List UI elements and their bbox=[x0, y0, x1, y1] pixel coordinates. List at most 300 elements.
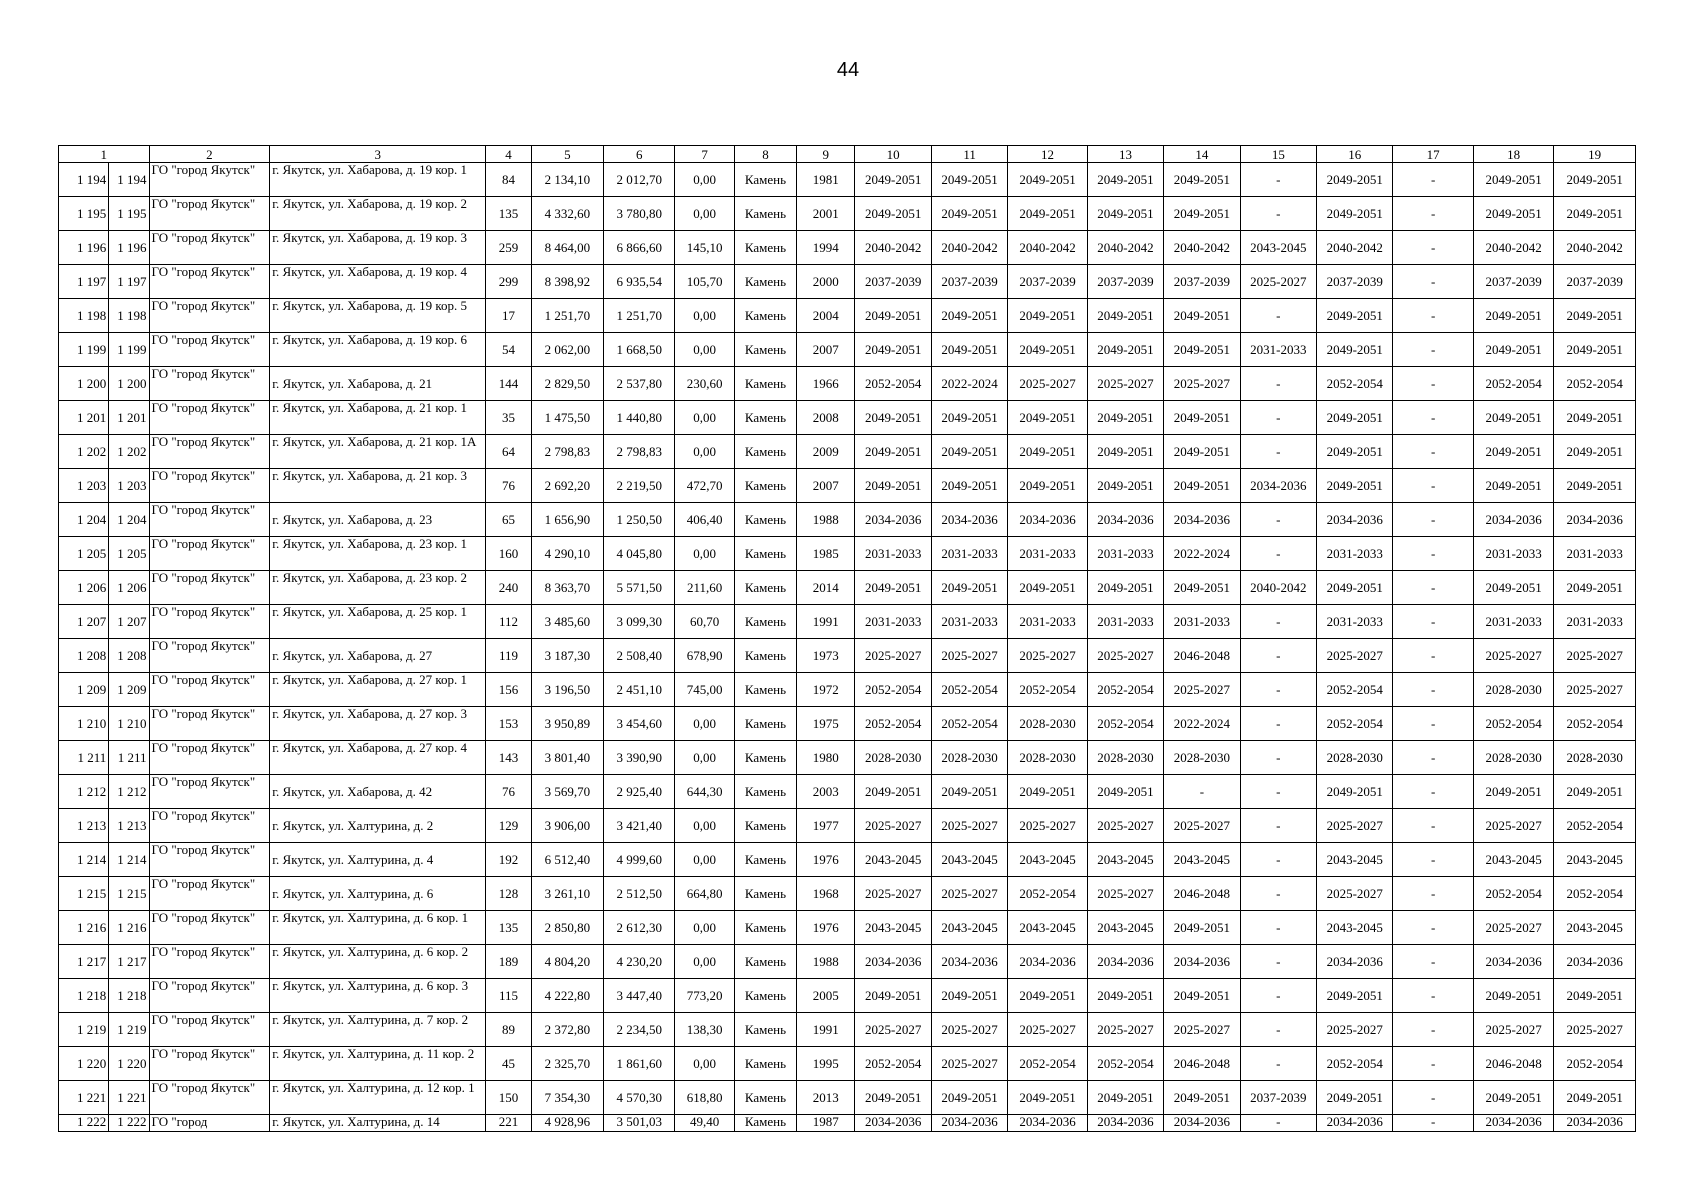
address-cell: г. Якутск, ул. Халтурина, д. 2 bbox=[270, 809, 486, 843]
table-row bbox=[59, 979, 1636, 1013]
total-area-cell: 4 290,10 bbox=[531, 537, 603, 571]
period-col-14-cell: 2025-2027 bbox=[1164, 1013, 1240, 1047]
apartments-cell: 65 bbox=[486, 503, 531, 537]
wall-material-cell: Камень bbox=[734, 1115, 796, 1132]
period-col-12-cell: 2049-2051 bbox=[1008, 775, 1087, 809]
living-area-cell: 4 045,80 bbox=[604, 537, 675, 571]
period-col-17-cell: - bbox=[1393, 367, 1473, 401]
period-col-13-cell: 2031-2033 bbox=[1087, 605, 1163, 639]
period-col-19-cell: 2043-2045 bbox=[1554, 911, 1636, 945]
period-col-19-cell: 2049-2051 bbox=[1554, 1081, 1636, 1115]
period-col-10-cell: 2043-2045 bbox=[855, 843, 931, 877]
address-cell: г. Якутск, ул. Хабарова, д. 27 кор. 1 bbox=[270, 673, 486, 707]
period-col-17-cell: - bbox=[1393, 503, 1473, 537]
table-row bbox=[59, 843, 1636, 877]
column-header: 9 bbox=[797, 146, 855, 163]
address-cell: г. Якутск, ул. Хабарова, д. 21 bbox=[270, 367, 486, 401]
row-index-cell: 1 212 bbox=[59, 775, 109, 809]
apartments-cell: 259 bbox=[486, 231, 531, 265]
period-col-15-cell: - bbox=[1240, 809, 1316, 843]
nonresidential-area-cell: 664,80 bbox=[675, 877, 734, 911]
period-col-12-cell: 2037-2039 bbox=[1008, 265, 1087, 299]
row-number-cell: 1 220 bbox=[109, 1047, 149, 1081]
period-col-11-cell: 2025-2027 bbox=[931, 809, 1007, 843]
row-number-cell: 1 198 bbox=[109, 299, 149, 333]
period-col-19-cell: 2049-2051 bbox=[1554, 979, 1636, 1013]
period-col-19-cell: 2043-2045 bbox=[1554, 843, 1636, 877]
row-index-cell: 1 199 bbox=[59, 333, 109, 367]
register-table bbox=[58, 145, 1636, 1132]
column-header: 6 bbox=[604, 146, 675, 163]
wall-material-cell: Камень bbox=[734, 435, 796, 469]
apartments-cell: 299 bbox=[486, 265, 531, 299]
row-index-cell: 1 203 bbox=[59, 469, 109, 503]
period-col-15-cell: - bbox=[1240, 639, 1316, 673]
apartments-cell: 189 bbox=[486, 945, 531, 979]
period-col-19-cell: 2052-2054 bbox=[1554, 809, 1636, 843]
nonresidential-area-cell: 0,00 bbox=[675, 911, 734, 945]
total-area-cell: 2 134,10 bbox=[531, 163, 603, 197]
row-index-cell: 1 213 bbox=[59, 809, 109, 843]
period-col-10-cell: 2028-2030 bbox=[855, 741, 931, 775]
apartments-cell: 54 bbox=[486, 333, 531, 367]
table-row bbox=[59, 809, 1636, 843]
table-row bbox=[59, 367, 1636, 401]
period-col-12-cell: 2049-2051 bbox=[1008, 333, 1087, 367]
period-col-12-cell: 2052-2054 bbox=[1008, 673, 1087, 707]
total-area-cell: 3 196,50 bbox=[531, 673, 603, 707]
nonresidential-area-cell: 105,70 bbox=[675, 265, 734, 299]
table-row bbox=[59, 401, 1636, 435]
period-col-13-cell: 2034-2036 bbox=[1087, 945, 1163, 979]
municipality-cell: ГО "город Якутск" bbox=[149, 877, 270, 911]
total-area-cell: 8 398,92 bbox=[531, 265, 603, 299]
period-col-10-cell: 2049-2051 bbox=[855, 979, 931, 1013]
period-col-11-cell: 2031-2033 bbox=[931, 537, 1007, 571]
row-number-cell: 1 204 bbox=[109, 503, 149, 537]
municipality-cell: ГО "город Якутск" bbox=[149, 299, 270, 333]
build-year-cell: 1973 bbox=[797, 639, 855, 673]
period-col-11-cell: 2049-2051 bbox=[931, 979, 1007, 1013]
period-col-17-cell: - bbox=[1393, 775, 1473, 809]
column-header: 11 bbox=[931, 146, 1007, 163]
period-col-15-cell: - bbox=[1240, 843, 1316, 877]
period-col-19-cell: 2052-2054 bbox=[1554, 877, 1636, 911]
period-col-14-cell: 2049-2051 bbox=[1164, 979, 1240, 1013]
period-col-18-cell: 2034-2036 bbox=[1473, 503, 1553, 537]
build-year-cell: 1994 bbox=[797, 231, 855, 265]
period-col-11-cell: 2049-2051 bbox=[931, 571, 1007, 605]
period-col-16-cell: 2031-2033 bbox=[1317, 605, 1393, 639]
period-col-12-cell: 2034-2036 bbox=[1008, 945, 1087, 979]
period-col-18-cell: 2052-2054 bbox=[1473, 367, 1553, 401]
period-col-10-cell: 2031-2033 bbox=[855, 605, 931, 639]
nonresidential-area-cell: 618,80 bbox=[675, 1081, 734, 1115]
period-col-15-cell: - bbox=[1240, 197, 1316, 231]
living-area-cell: 2 508,40 bbox=[604, 639, 675, 673]
table-row bbox=[59, 503, 1636, 537]
period-col-18-cell: 2052-2054 bbox=[1473, 877, 1553, 911]
municipality-cell: ГО "город Якутск" bbox=[149, 1081, 270, 1115]
period-col-16-cell: 2025-2027 bbox=[1317, 877, 1393, 911]
period-col-16-cell: 2040-2042 bbox=[1317, 231, 1393, 265]
period-col-15-cell: 2040-2042 bbox=[1240, 571, 1316, 605]
nonresidential-area-cell: 0,00 bbox=[675, 537, 734, 571]
address-cell: г. Якутск, ул. Хабарова, д. 42 bbox=[270, 775, 486, 809]
period-col-18-cell: 2049-2051 bbox=[1473, 1081, 1553, 1115]
period-col-18-cell: 2025-2027 bbox=[1473, 911, 1553, 945]
row-number-cell: 1 197 bbox=[109, 265, 149, 299]
period-col-12-cell: 2049-2051 bbox=[1008, 1081, 1087, 1115]
living-area-cell: 4 999,60 bbox=[604, 843, 675, 877]
period-col-10-cell: 2049-2051 bbox=[855, 299, 931, 333]
wall-material-cell: Камень bbox=[734, 401, 796, 435]
address-cell: г. Якутск, ул. Хабарова, д. 27 кор. 4 bbox=[270, 741, 486, 775]
table-row bbox=[59, 571, 1636, 605]
period-col-12-cell: 2049-2051 bbox=[1008, 571, 1087, 605]
table-row bbox=[59, 469, 1636, 503]
apartments-cell: 35 bbox=[486, 401, 531, 435]
municipality-cell: ГО "город Якутск" bbox=[149, 197, 270, 231]
municipality-cell: ГО "город Якутск" bbox=[149, 911, 270, 945]
municipality-cell: ГО "город Якутск" bbox=[149, 1047, 270, 1081]
period-col-16-cell: 2049-2051 bbox=[1317, 979, 1393, 1013]
period-col-19-cell: 2052-2054 bbox=[1554, 1047, 1636, 1081]
period-col-19-cell: 2028-2030 bbox=[1554, 741, 1636, 775]
row-number-cell: 1 211 bbox=[109, 741, 149, 775]
period-col-11-cell: 2043-2045 bbox=[931, 843, 1007, 877]
wall-material-cell: Камень bbox=[734, 1013, 796, 1047]
wall-material-cell: Камень bbox=[734, 605, 796, 639]
apartments-cell: 17 bbox=[486, 299, 531, 333]
row-number-cell: 1 203 bbox=[109, 469, 149, 503]
period-col-10-cell: 2040-2042 bbox=[855, 231, 931, 265]
period-col-10-cell: 2037-2039 bbox=[855, 265, 931, 299]
living-area-cell: 2 234,50 bbox=[604, 1013, 675, 1047]
period-col-14-cell: 2049-2051 bbox=[1164, 163, 1240, 197]
municipality-cell: ГО "город Якутск" bbox=[149, 605, 270, 639]
row-number-cell: 1 222 bbox=[109, 1115, 149, 1132]
municipality-cell: ГО "город Якутск" bbox=[149, 945, 270, 979]
build-year-cell: 2004 bbox=[797, 299, 855, 333]
period-col-16-cell: 2049-2051 bbox=[1317, 1081, 1393, 1115]
nonresidential-area-cell: 0,00 bbox=[675, 401, 734, 435]
period-col-13-cell: 2049-2051 bbox=[1087, 163, 1163, 197]
period-col-10-cell: 2025-2027 bbox=[855, 1013, 931, 1047]
living-area-cell: 6 935,54 bbox=[604, 265, 675, 299]
living-area-cell: 2 537,80 bbox=[604, 367, 675, 401]
period-col-14-cell: 2046-2048 bbox=[1164, 639, 1240, 673]
period-col-10-cell: 2025-2027 bbox=[855, 809, 931, 843]
living-area-cell: 3 099,30 bbox=[604, 605, 675, 639]
period-col-15-cell: 2043-2045 bbox=[1240, 231, 1316, 265]
period-col-11-cell: 2049-2051 bbox=[931, 401, 1007, 435]
period-col-18-cell: 2040-2042 bbox=[1473, 231, 1553, 265]
period-col-16-cell: 2037-2039 bbox=[1317, 265, 1393, 299]
build-year-cell: 2013 bbox=[797, 1081, 855, 1115]
period-col-13-cell: 2049-2051 bbox=[1087, 299, 1163, 333]
wall-material-cell: Камень bbox=[734, 809, 796, 843]
wall-material-cell: Камень bbox=[734, 775, 796, 809]
period-col-16-cell: 2049-2051 bbox=[1317, 333, 1393, 367]
build-year-cell: 2000 bbox=[797, 265, 855, 299]
period-col-12-cell: 2049-2051 bbox=[1008, 163, 1087, 197]
living-area-cell: 2 451,10 bbox=[604, 673, 675, 707]
period-col-13-cell: 2031-2033 bbox=[1087, 537, 1163, 571]
period-col-17-cell: - bbox=[1393, 299, 1473, 333]
living-area-cell: 2 798,83 bbox=[604, 435, 675, 469]
row-number-cell: 1 205 bbox=[109, 537, 149, 571]
living-area-cell: 5 571,50 bbox=[604, 571, 675, 605]
table-row bbox=[59, 605, 1636, 639]
total-area-cell: 1 251,70 bbox=[531, 299, 603, 333]
total-area-cell: 2 062,00 bbox=[531, 333, 603, 367]
period-col-13-cell: 2049-2051 bbox=[1087, 1081, 1163, 1115]
build-year-cell: 1968 bbox=[797, 877, 855, 911]
wall-material-cell: Камень bbox=[734, 197, 796, 231]
period-col-16-cell: 2049-2051 bbox=[1317, 435, 1393, 469]
address-cell: г. Якутск, ул. Хабарова, д. 21 кор. 1А bbox=[270, 435, 486, 469]
total-area-cell: 8 363,70 bbox=[531, 571, 603, 605]
period-col-15-cell: - bbox=[1240, 741, 1316, 775]
address-cell: г. Якутск, ул. Хабарова, д. 19 кор. 3 bbox=[270, 231, 486, 265]
nonresidential-area-cell: 0,00 bbox=[675, 163, 734, 197]
period-col-17-cell: - bbox=[1393, 265, 1473, 299]
period-col-15-cell: - bbox=[1240, 775, 1316, 809]
living-area-cell: 2 925,40 bbox=[604, 775, 675, 809]
municipality-cell: ГО "город Якутск" bbox=[149, 741, 270, 775]
period-col-19-cell: 2049-2051 bbox=[1554, 571, 1636, 605]
period-col-17-cell: - bbox=[1393, 163, 1473, 197]
municipality-cell: ГО "город Якутск" bbox=[149, 843, 270, 877]
period-col-18-cell: 2034-2036 bbox=[1473, 1115, 1553, 1132]
municipality-cell: ГО "город Якутск" bbox=[149, 231, 270, 265]
total-area-cell: 2 372,80 bbox=[531, 1013, 603, 1047]
total-area-cell: 8 464,00 bbox=[531, 231, 603, 265]
column-header: 18 bbox=[1473, 146, 1553, 163]
period-col-15-cell: - bbox=[1240, 673, 1316, 707]
period-col-17-cell: - bbox=[1393, 1013, 1473, 1047]
period-col-18-cell: 2049-2051 bbox=[1473, 197, 1553, 231]
row-number-cell: 1 206 bbox=[109, 571, 149, 605]
apartments-cell: 76 bbox=[486, 469, 531, 503]
nonresidential-area-cell: 773,20 bbox=[675, 979, 734, 1013]
build-year-cell: 2007 bbox=[797, 333, 855, 367]
municipality-cell: ГО "город Якутск" bbox=[149, 537, 270, 571]
row-number-cell: 1 199 bbox=[109, 333, 149, 367]
nonresidential-area-cell: 745,00 bbox=[675, 673, 734, 707]
column-header: 7 bbox=[675, 146, 734, 163]
period-col-13-cell: 2049-2051 bbox=[1087, 571, 1163, 605]
period-col-16-cell: 2034-2036 bbox=[1317, 1115, 1393, 1132]
nonresidential-area-cell: 644,30 bbox=[675, 775, 734, 809]
period-col-18-cell: 2025-2027 bbox=[1473, 639, 1553, 673]
wall-material-cell: Камень bbox=[734, 673, 796, 707]
nonresidential-area-cell: 472,70 bbox=[675, 469, 734, 503]
period-col-13-cell: 2043-2045 bbox=[1087, 911, 1163, 945]
period-col-15-cell: - bbox=[1240, 1047, 1316, 1081]
row-index-cell: 1 210 bbox=[59, 707, 109, 741]
total-area-cell: 3 801,40 bbox=[531, 741, 603, 775]
period-col-19-cell: 2031-2033 bbox=[1554, 537, 1636, 571]
period-col-15-cell: - bbox=[1240, 1013, 1316, 1047]
period-col-12-cell: 2043-2045 bbox=[1008, 843, 1087, 877]
period-col-15-cell: 2034-2036 bbox=[1240, 469, 1316, 503]
build-year-cell: 1981 bbox=[797, 163, 855, 197]
living-area-cell: 2 512,50 bbox=[604, 877, 675, 911]
period-col-13-cell: 2025-2027 bbox=[1087, 367, 1163, 401]
period-col-10-cell: 2049-2051 bbox=[855, 435, 931, 469]
period-col-11-cell: 2049-2051 bbox=[931, 469, 1007, 503]
column-header: 10 bbox=[855, 146, 931, 163]
row-index-cell: 1 200 bbox=[59, 367, 109, 401]
period-col-19-cell: 2040-2042 bbox=[1554, 231, 1636, 265]
period-col-18-cell: 2049-2051 bbox=[1473, 435, 1553, 469]
period-col-14-cell: 2049-2051 bbox=[1164, 911, 1240, 945]
row-number-cell: 1 194 bbox=[109, 163, 149, 197]
period-col-18-cell: 2049-2051 bbox=[1473, 571, 1553, 605]
apartments-cell: 144 bbox=[486, 367, 531, 401]
table-row bbox=[59, 299, 1636, 333]
period-col-14-cell: 2046-2048 bbox=[1164, 1047, 1240, 1081]
period-col-11-cell: 2049-2051 bbox=[931, 333, 1007, 367]
period-col-11-cell: 2049-2051 bbox=[931, 1081, 1007, 1115]
period-col-17-cell: - bbox=[1393, 401, 1473, 435]
wall-material-cell: Камень bbox=[734, 877, 796, 911]
period-col-19-cell: 2025-2027 bbox=[1554, 639, 1636, 673]
period-col-19-cell: 2037-2039 bbox=[1554, 265, 1636, 299]
address-cell: г. Якутск, ул. Хабарова, д. 19 кор. 5 bbox=[270, 299, 486, 333]
total-area-cell: 3 485,60 bbox=[531, 605, 603, 639]
apartments-cell: 45 bbox=[486, 1047, 531, 1081]
column-header: 3 bbox=[270, 146, 486, 163]
period-col-15-cell: - bbox=[1240, 401, 1316, 435]
total-area-cell: 3 261,10 bbox=[531, 877, 603, 911]
wall-material-cell: Камень bbox=[734, 299, 796, 333]
row-number-cell: 1 195 bbox=[109, 197, 149, 231]
municipality-cell: ГО "город Якутск" bbox=[149, 469, 270, 503]
build-year-cell: 2005 bbox=[797, 979, 855, 1013]
nonresidential-area-cell: 230,60 bbox=[675, 367, 734, 401]
period-col-16-cell: 2034-2036 bbox=[1317, 503, 1393, 537]
column-header: 1 bbox=[59, 146, 150, 163]
period-col-17-cell: - bbox=[1393, 911, 1473, 945]
wall-material-cell: Камень bbox=[734, 979, 796, 1013]
wall-material-cell: Камень bbox=[734, 639, 796, 673]
period-col-13-cell: 2025-2027 bbox=[1087, 809, 1163, 843]
period-col-11-cell: 2049-2051 bbox=[931, 775, 1007, 809]
period-col-11-cell: 2034-2036 bbox=[931, 945, 1007, 979]
apartments-cell: 156 bbox=[486, 673, 531, 707]
period-col-16-cell: 2049-2051 bbox=[1317, 299, 1393, 333]
period-col-10-cell: 2034-2036 bbox=[855, 503, 931, 537]
period-col-10-cell: 2052-2054 bbox=[855, 367, 931, 401]
row-index-cell: 1 214 bbox=[59, 843, 109, 877]
period-col-18-cell: 2049-2051 bbox=[1473, 299, 1553, 333]
build-year-cell: 2009 bbox=[797, 435, 855, 469]
table-row bbox=[59, 1013, 1636, 1047]
period-col-15-cell: 2025-2027 bbox=[1240, 265, 1316, 299]
row-index-cell: 1 194 bbox=[59, 163, 109, 197]
row-index-cell: 1 202 bbox=[59, 435, 109, 469]
living-area-cell: 1 861,60 bbox=[604, 1047, 675, 1081]
wall-material-cell: Камень bbox=[734, 265, 796, 299]
build-year-cell: 1988 bbox=[797, 945, 855, 979]
period-col-14-cell: 2049-2051 bbox=[1164, 401, 1240, 435]
row-index-cell: 1 195 bbox=[59, 197, 109, 231]
build-year-cell: 1991 bbox=[797, 605, 855, 639]
apartments-cell: 119 bbox=[486, 639, 531, 673]
build-year-cell: 1995 bbox=[797, 1047, 855, 1081]
row-number-cell: 1 212 bbox=[109, 775, 149, 809]
period-col-12-cell: 2040-2042 bbox=[1008, 231, 1087, 265]
period-col-17-cell: - bbox=[1393, 945, 1473, 979]
row-index-cell: 1 220 bbox=[59, 1047, 109, 1081]
living-area-cell: 3 780,80 bbox=[604, 197, 675, 231]
nonresidential-area-cell: 0,00 bbox=[675, 741, 734, 775]
wall-material-cell: Камень bbox=[734, 741, 796, 775]
apartments-cell: 129 bbox=[486, 809, 531, 843]
row-index-cell: 1 211 bbox=[59, 741, 109, 775]
address-cell: г. Якутск, ул. Хабарова, д. 27 кор. 3 bbox=[270, 707, 486, 741]
period-col-13-cell: 2025-2027 bbox=[1087, 877, 1163, 911]
build-year-cell: 1991 bbox=[797, 1013, 855, 1047]
period-col-10-cell: 2049-2051 bbox=[855, 469, 931, 503]
period-col-16-cell: 2049-2051 bbox=[1317, 163, 1393, 197]
period-col-11-cell: 2049-2051 bbox=[931, 299, 1007, 333]
living-area-cell: 3 390,90 bbox=[604, 741, 675, 775]
period-col-16-cell: 2049-2051 bbox=[1317, 469, 1393, 503]
table-row bbox=[59, 1047, 1636, 1081]
municipality-cell: ГО "город Якутск" bbox=[149, 367, 270, 401]
period-col-18-cell: 2031-2033 bbox=[1473, 537, 1553, 571]
table-row bbox=[59, 1115, 1636, 1132]
period-col-18-cell: 2049-2051 bbox=[1473, 469, 1553, 503]
row-number-cell: 1 200 bbox=[109, 367, 149, 401]
period-col-15-cell: 2037-2039 bbox=[1240, 1081, 1316, 1115]
period-col-18-cell: 2049-2051 bbox=[1473, 775, 1553, 809]
period-col-11-cell: 2025-2027 bbox=[931, 877, 1007, 911]
municipality-cell: ГО "город Якутск" bbox=[149, 435, 270, 469]
period-col-14-cell: 2022-2024 bbox=[1164, 707, 1240, 741]
living-area-cell: 1 250,50 bbox=[604, 503, 675, 537]
address-cell: г. Якутск, ул. Хабарова, д. 23 кор. 2 bbox=[270, 571, 486, 605]
total-area-cell: 4 804,20 bbox=[531, 945, 603, 979]
period-col-14-cell: 2034-2036 bbox=[1164, 1115, 1240, 1132]
period-col-13-cell: 2049-2051 bbox=[1087, 775, 1163, 809]
period-col-14-cell: 2022-2024 bbox=[1164, 537, 1240, 571]
apartments-cell: 135 bbox=[486, 911, 531, 945]
period-col-18-cell: 2049-2051 bbox=[1473, 333, 1553, 367]
row-index-cell: 1 197 bbox=[59, 265, 109, 299]
nonresidential-area-cell: 0,00 bbox=[675, 333, 734, 367]
period-col-13-cell: 2034-2036 bbox=[1087, 1115, 1163, 1132]
period-col-18-cell: 2031-2033 bbox=[1473, 605, 1553, 639]
apartments-cell: 150 bbox=[486, 1081, 531, 1115]
nonresidential-area-cell: 0,00 bbox=[675, 1047, 734, 1081]
period-col-10-cell: 2049-2051 bbox=[855, 401, 931, 435]
period-col-13-cell: 2034-2036 bbox=[1087, 503, 1163, 537]
living-area-cell: 2 012,70 bbox=[604, 163, 675, 197]
living-area-cell: 1 440,80 bbox=[604, 401, 675, 435]
apartments-cell: 64 bbox=[486, 435, 531, 469]
period-col-11-cell: 2043-2045 bbox=[931, 911, 1007, 945]
period-col-11-cell: 2022-2024 bbox=[931, 367, 1007, 401]
total-area-cell: 4 928,96 bbox=[531, 1115, 603, 1132]
period-col-14-cell: 2025-2027 bbox=[1164, 673, 1240, 707]
total-area-cell: 3 906,00 bbox=[531, 809, 603, 843]
period-col-12-cell: 2025-2027 bbox=[1008, 1013, 1087, 1047]
